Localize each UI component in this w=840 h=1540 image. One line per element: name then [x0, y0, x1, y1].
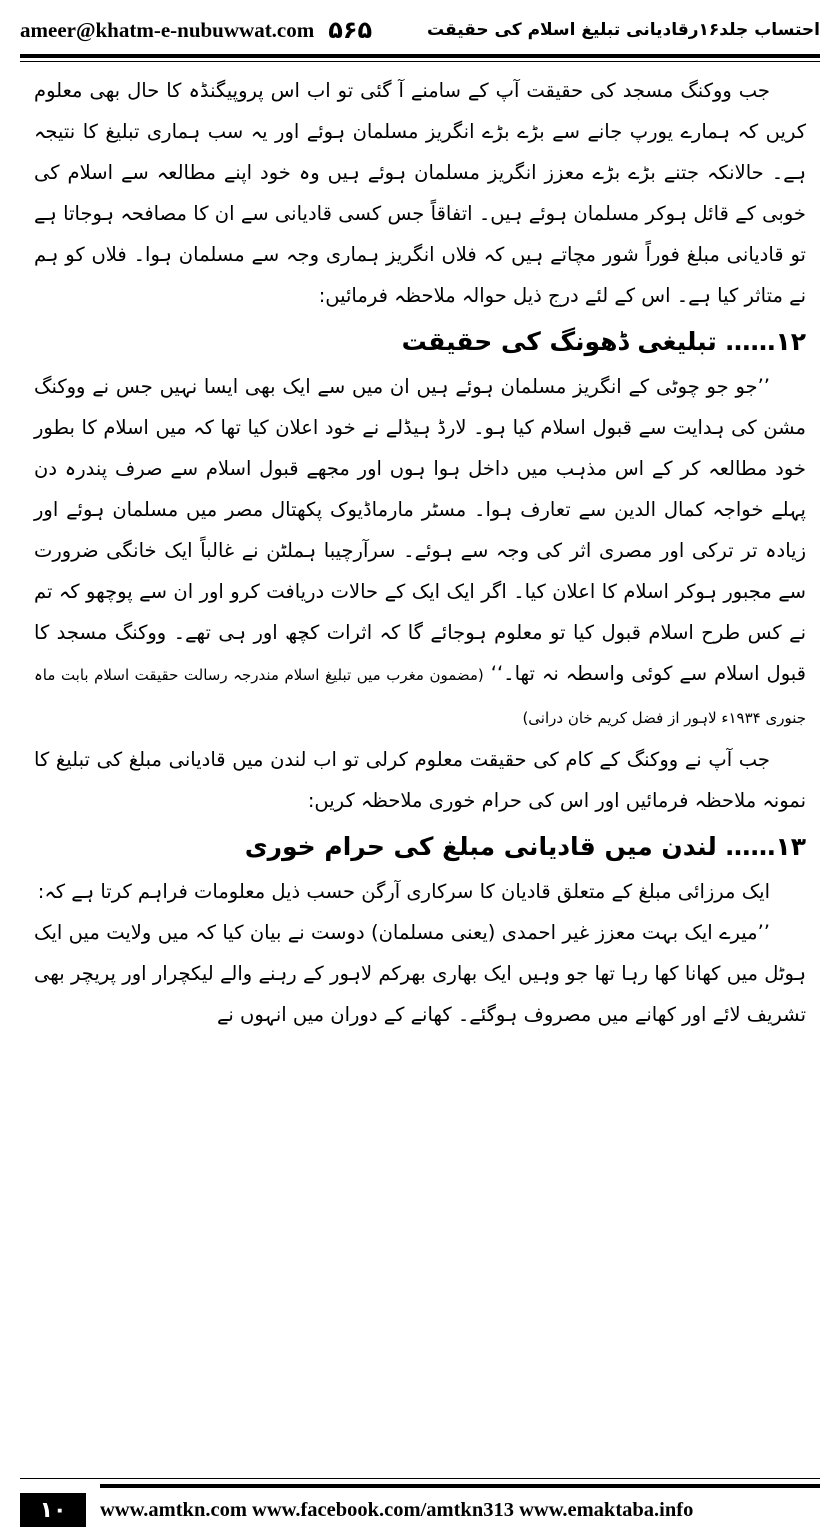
footer-rule-thin	[20, 1478, 820, 1479]
section-heading-12: ۱۲…… تبلیغی ڈھونگ کی حقیقت	[401, 327, 806, 356]
quote-text: ’’جو جو چوٹی کے انگریز مسلمان ہوئے ہیں ان میں سے ایک بھی ایسا نہیں جس نے ووکنگ مشن کی ہدایت سے قبول اسلام کیا ہو۔ لارڈ ہیڈلے نے خود اعلان کیا تھا کہ میں اسلام کا بطور خود مطالعہ کر کے اس مذہب میں داخل ہوا ہوں اور مجھے قبول اسلام سے صرف پندرہ دن پہلے خواجہ کمال الدین سے تعارف ہوا۔ مسٹر مارماڈیوک پکھتال مصر میں مسلمان ہوئے اور زیادہ تر ترکی اور مصری اثر کی وجہ سے ہوئے۔ سرآرچیبا ہملٹن نے غالباً ایک خانگی ضرورت سے مجبور ہوکر اسلام کا اعلان کیا۔ اگر ایک ایک کے حالات دریافت کرو اور ان سے پوچھو کہ تم نے کس طرح اسلام قبول کیا تو معلوم ہوجائے گا کہ اثرات کچھ اور ہی تھے۔ ووکنگ مسجد کا قبول اسلام سے کوئی واسطہ نہ تھا۔‘‘	[34, 375, 806, 685]
section-heading-13: ۱۳…… لندن میں قادیانی مبلغ کی حرام خوری	[244, 832, 806, 861]
paragraph-4: ایک مرزائی مبلغ کے متعلق قادیان کا سرکاری آرگن حسب ذیل معلومات فراہم کرتا ہے کہ:	[37, 880, 770, 903]
page-number: ۵۶۵	[328, 16, 373, 44]
header-left	[20, 16, 372, 44]
paragraph-3: جب آپ نے ووکنگ کے کام کی حقیقت معلوم کرلی تو اب لندن میں قادیانی مبلغ کی تبلیغ کا نمونہ ملاحظہ فرمائیں اور اس کی حرام خوری ملاحظہ کریں:	[34, 748, 806, 812]
footer-links: www.amtkn.com www.facebook.com/amtkn313 www.emaktaba.info	[100, 1498, 694, 1521]
page-body	[34, 70, 806, 1035]
page-header	[20, 12, 820, 48]
footer-page-box: ۱۰	[20, 1493, 86, 1527]
running-title: احتساب جلد۱۶رقادیانی تبلیغ اسلام کی حقیقت	[426, 20, 820, 40]
paragraph-2-quote	[34, 366, 806, 739]
paragraph-1: جب ووکنگ مسجد کی حقیقت آپ کے سامنے آ گئی تو اب اس پروپیگنڈہ کا حال بھی معلوم کریں کہ ہمارے یورپ جانے سے بڑے بڑے انگریز مسلمان ہوئے اور یہ سب ہماری تبلیغ کا نتیجہ ہے۔ حالانکہ جتنے بڑے بڑے معزز انگریز مسلمان ہوئے ہیں وہ خود اپنے مطالعہ سے اسلام کی خوبی کے قائل ہوکر مسلمان ہوئے ہیں۔ اتفاقاً جس کسی قادیانی سے ان کا مصافحہ ہوجاتا ہے تو قادیانی مبلغ فوراً شور مچاتے ہیں کہ فلاں انگریز ہماری وجہ سے مسلمان ہوا۔ فلاں کو ہم نے متاثر کیا ہے۔ اس کے لئے درج ذیل حوالہ ملاحظہ فرمائیں:	[34, 79, 806, 307]
footer-rule-thick	[100, 1484, 820, 1488]
header-rule-thick	[20, 54, 820, 58]
header-rule-thin	[20, 61, 820, 62]
header-email: ameer@khatm-e-nubuwwat.com	[20, 17, 315, 42]
paragraph-5-quote: ’’میرے ایک بہت معزز غیر احمدی (یعنی مسلمان) دوست نے بیان کیا کہ میں ولایت میں ایک ہوٹل میں کھانا کھا رہا تھا جو وہیں ایک بھاری بھرکم لاہور کے رہنے والے لیکچرار اور پریچر بھی تشریف لائے اور کھانے میں مصروف ہوگئے۔ کھانے کے دوران میں انہوں نے	[34, 921, 806, 1026]
quote-reference: (مضمون مغرب میں تبلیغ اسلام مندرجہ رسالت حقیقت اسلام بابت ماہ جنوری ۱۹۳۴ء لاہور از فضل کریم خان درانی)	[34, 666, 806, 727]
page-footer	[20, 1490, 820, 1530]
